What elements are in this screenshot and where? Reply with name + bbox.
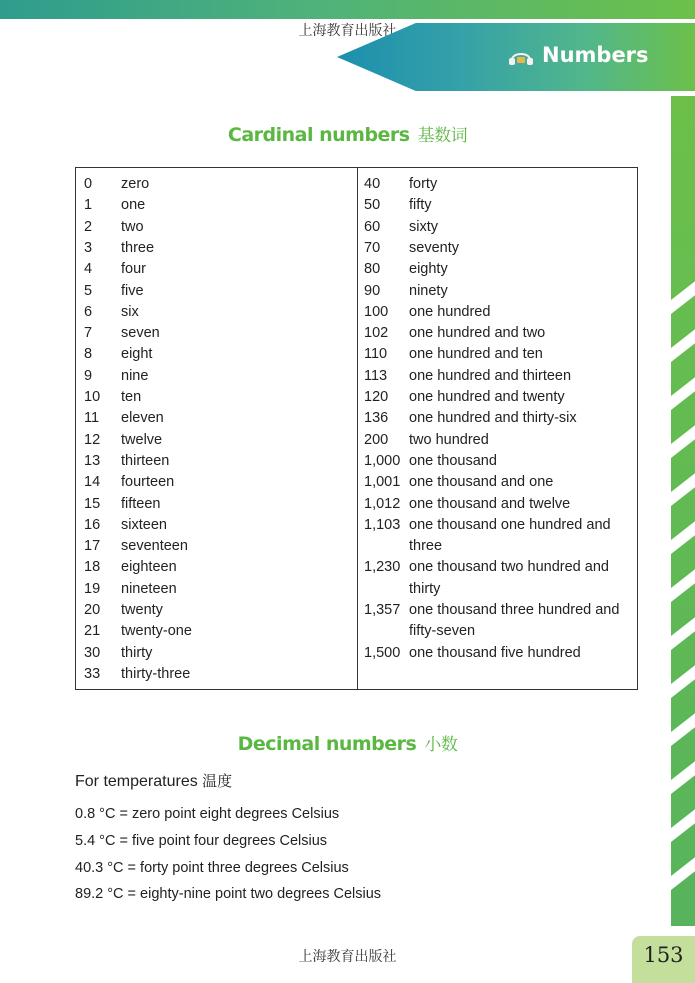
publisher-footer: 上海教育出版社	[298, 949, 397, 965]
numeral-cell: 9	[84, 367, 93, 384]
number-word-cell: twenty-one	[121, 623, 192, 640]
number-word-cell: one hundred	[409, 303, 491, 320]
number-word-cell: nine	[121, 367, 149, 384]
numeral-cell: 5	[84, 282, 93, 299]
cardinal-section-title	[0, 121, 695, 146]
number-word-cell: thirty	[121, 644, 153, 661]
number-word-cell: seven	[121, 325, 160, 342]
numeral-cell: 1,001	[364, 474, 401, 491]
numeral-cell: 6	[84, 303, 93, 320]
numeral-cell: 200	[364, 431, 389, 448]
number-word-cell: eight	[121, 346, 153, 363]
decimal-section-title	[0, 730, 695, 755]
temperature-line: 40.3 °C = forty point three degrees Celsius	[75, 860, 349, 876]
numeral-cell: 11	[84, 410, 100, 427]
number-word-cell: one thousand two hundred and	[409, 559, 609, 576]
number-word-cell: one hundred and thirteen	[409, 367, 572, 384]
number-word-cell: eighty	[409, 261, 448, 278]
number-word-cell: one hundred and two	[409, 325, 546, 342]
numeral-cell: 0	[84, 176, 93, 192]
number-word-cell: twenty	[121, 602, 163, 618]
number-word-cell: one	[121, 197, 146, 214]
numeral-cell: 1,500	[364, 644, 401, 661]
numeral-cell: 20	[84, 602, 101, 618]
temperature-line: 0.8 °C = zero point eight degrees Celsius	[75, 806, 340, 822]
numeral-cell: 3	[84, 239, 93, 256]
cardinal-title-cn: 基数词	[417, 126, 468, 146]
numeral-cell: 8	[84, 346, 93, 363]
temperature-line: 89.2 °C = eighty-nine point two degrees Celsius	[75, 886, 382, 902]
chapter-title: Numbers	[542, 43, 649, 67]
number-word-cell: two hundred	[409, 431, 489, 448]
numeral-cell: 30	[84, 644, 101, 661]
number-word-cell: thirteen	[121, 452, 170, 469]
temperatures-subheading	[75, 770, 232, 791]
side-tab	[671, 96, 695, 926]
headphones-icon	[508, 48, 534, 66]
number-word-cell: one thousand five hundred	[409, 644, 581, 661]
number-word-cell: two	[121, 218, 144, 235]
temperature-line: 5.4 °C = five point four degrees Celsius	[75, 833, 328, 849]
number-word-cell: nineteen	[121, 580, 177, 597]
subheading-en: For temperatures	[75, 773, 198, 790]
number-word-cell: one thousand	[409, 452, 497, 469]
number-word-cell: seventeen	[121, 538, 188, 555]
numeral-cell: 40	[364, 176, 381, 192]
number-word-cell: zero	[121, 176, 150, 192]
numeral-cell: 2	[84, 218, 93, 235]
numeral-cell: 1,000	[364, 452, 401, 469]
numeral-cell: 120	[364, 389, 389, 405]
number-word-cell: one hundred and twenty	[409, 389, 565, 405]
numeral-cell: 14	[84, 474, 101, 491]
number-word-cell: ninety	[409, 282, 448, 299]
number-word-cell: thirty-three	[121, 665, 191, 682]
numeral-cell: 7	[84, 325, 93, 342]
numeral-cell: 33	[84, 665, 101, 682]
numeral-cell: 18	[84, 559, 101, 576]
number-word-cell: eleven	[121, 410, 164, 427]
numeral-cell: 1,357	[364, 602, 401, 618]
number-word-cell: fifty	[409, 197, 432, 214]
numeral-cell: 12	[84, 431, 101, 448]
number-word-cell: forty	[409, 176, 438, 192]
number-word-cell: eighteen	[121, 559, 177, 576]
number-word-cell: one thousand three hundred and	[409, 602, 620, 618]
numeral-cell: 60	[364, 218, 381, 235]
cardinal-numbers-table	[75, 167, 638, 690]
numeral-cell: 13	[84, 452, 101, 469]
decimal-title-cn: 小数	[424, 735, 458, 755]
number-word-cell: seventy	[409, 239, 459, 256]
numeral-cell: 10	[84, 389, 101, 405]
numeral-cell: 16	[84, 516, 101, 533]
numeral-cell: 50	[364, 197, 381, 214]
number-word-cell: one thousand and one	[409, 474, 554, 491]
numeral-cell: 15	[84, 495, 101, 512]
number-word-cell: sixty	[409, 218, 438, 235]
numeral-cell: 70	[364, 239, 381, 256]
number-word-cell: sixteen	[121, 516, 167, 533]
numeral-cell: 113	[364, 367, 388, 384]
numeral-cell: 90	[364, 282, 381, 299]
numeral-cell: 1,230	[364, 559, 401, 576]
numeral-cell: 100	[364, 303, 389, 320]
number-word-cell: one thousand one hundred and	[409, 516, 611, 533]
page-number: 153	[643, 943, 684, 967]
numeral-cell: 102	[364, 325, 389, 342]
number-word-cell: six	[121, 303, 139, 320]
number-word-cell: five	[121, 282, 144, 299]
numeral-cell: 1	[84, 197, 93, 214]
number-word-cell: thirty	[409, 580, 441, 597]
number-word-cell: fifty-seven	[409, 623, 476, 640]
numeral-cell: 110	[364, 346, 388, 363]
numeral-cell: 80	[364, 261, 381, 278]
number-word-cell: three	[121, 239, 155, 256]
table-column-divider	[357, 168, 358, 689]
number-word-cell: ten	[121, 389, 142, 405]
decimal-title-en: Decimal numbers	[237, 733, 417, 755]
numeral-cell: 21	[84, 623, 101, 640]
cardinal-title-en: Cardinal numbers	[227, 124, 410, 146]
publisher-header: 上海教育出版社	[298, 23, 397, 39]
numeral-cell: 1,103	[364, 516, 401, 533]
subheading-cn: 温度	[202, 773, 233, 790]
number-word-cell: one hundred and thirty-six	[409, 410, 577, 427]
number-word-cell: fourteen	[121, 474, 175, 491]
number-word-cell: fifteen	[121, 495, 161, 512]
number-word-cell: three	[409, 538, 443, 555]
numeral-cell: 136	[364, 410, 389, 427]
number-word-cell: one thousand and twelve	[409, 495, 571, 512]
number-word-cell: one hundred and ten	[409, 346, 543, 363]
numeral-cell: 17	[84, 538, 101, 555]
numeral-cell: 1,012	[364, 495, 401, 512]
numeral-cell: 4	[84, 261, 93, 278]
number-word-cell: twelve	[121, 431, 163, 448]
top-color-bar	[0, 0, 695, 19]
numeral-cell: 19	[84, 580, 101, 597]
number-word-cell: four	[121, 261, 146, 278]
